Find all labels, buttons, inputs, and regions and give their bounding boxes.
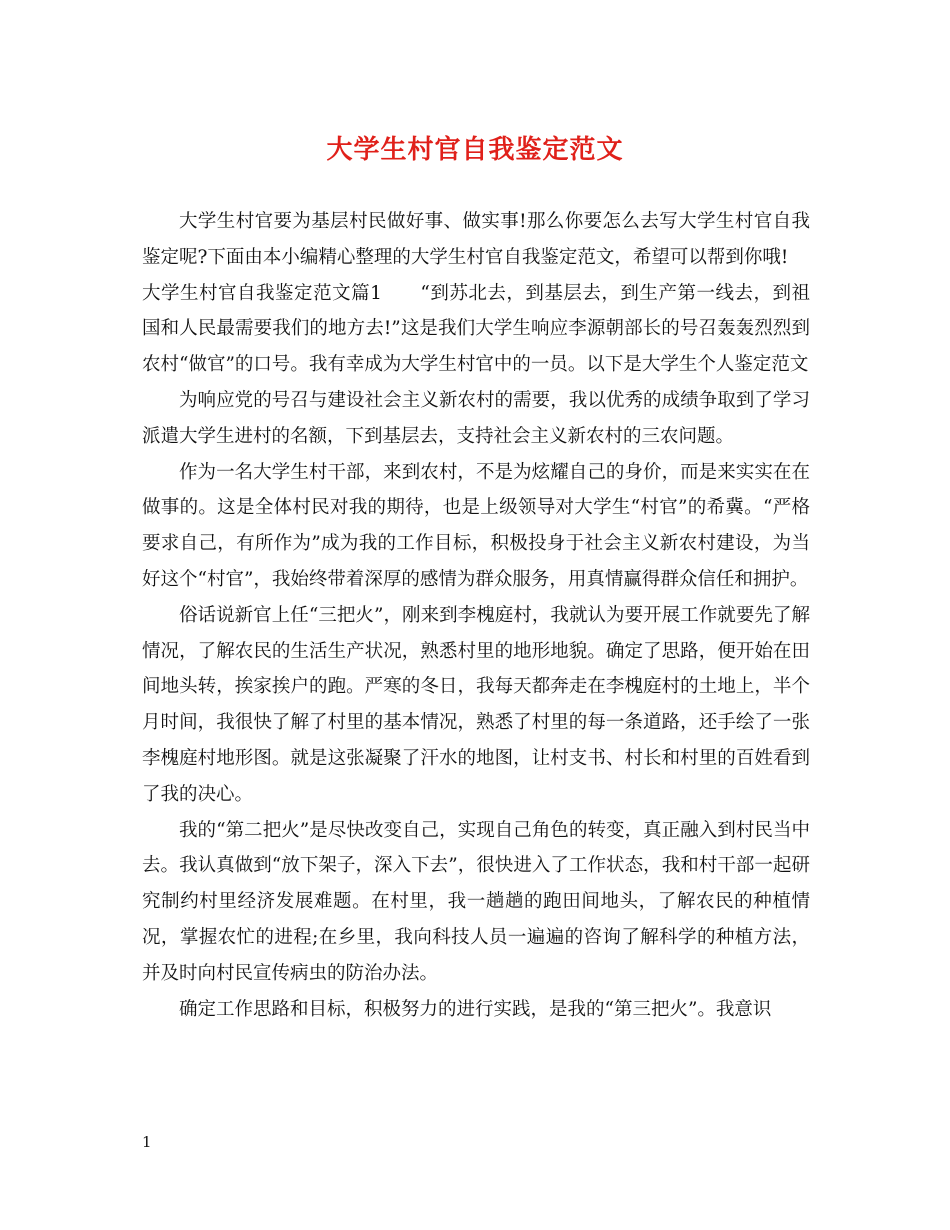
document-title: 大学生村官自我鉴定范文 [326,135,624,165]
document-body [142,204,810,1027]
page-number: 1 [142,1133,152,1151]
paragraph: 俗话说新官上任“三把火”，刚来到李槐庭村，我就认为要开展工作就要先了解情况，了解农民的生活生产状况，熟悉村里的地形地貌。确定了思路，便开始在田间地头转，挨家挨户的跑。严寒的冬日，我每天都奔走在李槐庭村的土地上，半个月时间，我很快了解了村里的基本情况，熟悉了村里的每一条道路，还手绘了一张李槐庭村地形图。就是这张凝聚了汗水的地图，让村支书、村长和村里的百姓看到了我的决心。 [142,604,810,805]
paragraph-sample-heading: 大学生村官自我鉴定范文篇1 “到苏北去，到基层去，到生产第一线去，到祖国和人民最需要我们的地方去!”这是我们大学生响应李源朝部长的号召轰轰烈烈到农村“做官”的口号。我有幸成为大学生村官中的一员。以下是大学生个人鉴定范文 [142,282,810,376]
paragraph-intro: 大学生村官要为基层村民做好事、做实事!那么你要怎么去写大学生村官自我鉴定呢?下面由本小编精心整理的大学生村官自我鉴定范文，希望可以帮到你哦! [142,211,810,268]
paragraph: 为响应党的号召与建设社会主义新农村的需要，我以优秀的成绩争取到了学习派遣大学生进村的名额，下到基层去，支持社会主义新农村的三农问题。 [142,389,810,447]
paragraph: 作为一名大学生村干部，来到农村，不是为炫耀自己的身价，而是来实实在在做事的。这是全体村民对我的期待，也是上级领导对大学生“村官”的希冀。“严格要求自己，有所作为”成为我的工作目标，积极投身于社会主义新农村建设，为当好这个“村官”，我始终带着深厚的感情为群众服务，用真情赢得群众信任和拥护。 [142,461,810,590]
paragraph: 确定工作思路和目标，积极努力的进行实践，是我的“第三把火”。我意识 [179,998,772,1020]
paragraph: 我的“第二把火”是尽快改变自己，实现自己角色的转变，真正融入到村民当中去。我认真做到“放下架子，深入下去”，很快进入了工作状态，我和村干部一起研究制约村里经济发展难题。在村里，我一趟趟的跑田间地头，了解农民的种植情况，掌握农忙的进程;在乡里，我向科技人员一遍遍的咨询了解科学的种植方法，并及时向村民宣传病虫的防治办法。 [142,819,810,984]
